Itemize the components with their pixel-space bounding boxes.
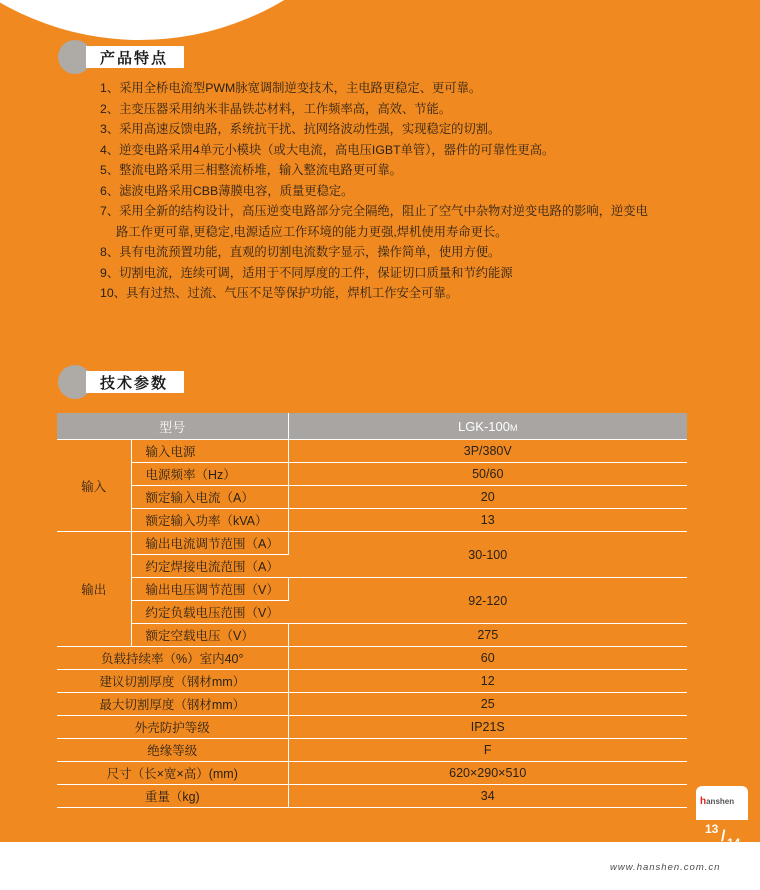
row-value: 34	[288, 785, 687, 808]
feature-item: 9、切割电流，连续可调，适用于不同厚度的工件，保证切口质量和节约能源	[100, 265, 513, 280]
feature-item: 1、采用全桥电流型PWM脉宽调制逆变技术，主电路更稳定、更可靠。	[100, 81, 482, 95]
row-value: 12	[288, 670, 687, 693]
feature-item: 6、滤波电路采用CBB薄膜电容，质量更稳定。	[100, 183, 354, 198]
row-label: 输出电压调节范围（V）	[131, 578, 288, 601]
page-separator: /	[721, 828, 726, 845]
row-label: 电源频率（Hz）	[131, 463, 288, 486]
model-label: 型号	[57, 413, 288, 440]
brand-h-icon: h	[700, 796, 707, 807]
table-row	[57, 509, 687, 532]
table-row	[57, 532, 687, 555]
row-label: 输出电流调节范围（A）	[131, 532, 288, 555]
row-value: 275	[288, 624, 687, 647]
table-row	[57, 647, 687, 670]
row-value: IP21S	[288, 716, 687, 739]
row-label: 负载持续率（%）室内40°	[57, 647, 288, 670]
row-label: 外壳防护等级	[57, 716, 288, 739]
row-label: 额定输入电流（A）	[131, 486, 288, 509]
row-value: 30-100	[288, 532, 687, 578]
model-suffix: M	[510, 422, 518, 433]
table-row	[57, 762, 687, 785]
spec-header-row	[57, 413, 687, 440]
row-value: 20	[288, 486, 687, 509]
row-value: 620×290×510	[288, 762, 687, 785]
feature-item: 3、采用高速反馈电路，系统抗干扰、抗网络波动性强，实现稳定的切割。	[100, 122, 501, 136]
table-row	[57, 463, 687, 486]
brand-name: anshen	[706, 797, 735, 806]
feature-item: 4、逆变电路采用4单元小模块（或大电流，高电压IGBT单管），器件的可靠性更高。	[100, 142, 555, 157]
features-heading	[58, 40, 168, 74]
table-row	[57, 578, 687, 601]
table-row	[57, 785, 687, 808]
page-current: 13	[705, 822, 719, 836]
row-value: F	[288, 739, 687, 762]
website-url: www.hanshen.com.cn	[610, 862, 721, 873]
table-row	[57, 716, 687, 739]
features-title: 产品特点	[100, 49, 169, 67]
table-row	[57, 440, 687, 463]
row-value: 3P/380V	[288, 440, 687, 463]
row-label: 约定焊接电流范围（A）	[131, 555, 288, 578]
table-row	[57, 486, 687, 509]
page-number	[703, 822, 747, 858]
row-label: 重量（kg)	[57, 785, 288, 808]
input-group-label: 输入	[57, 440, 131, 532]
feature-item: 7、采用全新的结构设计，高压逆变电路部分完全隔绝，阻止了空气中杂物对逆变电路的影响，逆变电	[100, 204, 648, 218]
spec-table	[57, 413, 687, 808]
feature-item: 2、主变压器采用纳米非晶铁芯材料，工作频率高，高效、节能。	[100, 101, 452, 116]
model-value	[288, 413, 687, 440]
page-total: 14	[727, 836, 741, 850]
row-label: 尺寸（长×宽×高）(mm)	[57, 762, 288, 785]
row-value: 13	[288, 509, 687, 532]
row-label: 额定空载电压（V）	[131, 624, 288, 647]
row-value: 60	[288, 647, 687, 670]
row-label: 约定负载电压范围（V）	[131, 601, 288, 624]
brand-logo	[696, 786, 748, 820]
table-row	[57, 670, 687, 693]
decorative-white-arc	[0, 0, 420, 40]
feature-item: 10、具有过热、过流、气压不足等保护功能，焊机工作安全可靠。	[100, 286, 458, 300]
row-label: 建议切割厚度（钢材mm）	[57, 670, 288, 693]
row-label: 额定输入功率（kVA）	[131, 509, 288, 532]
feature-list	[100, 78, 700, 304]
specs-title: 技术参数	[100, 374, 169, 392]
brand-wordmark	[700, 796, 734, 807]
specs-heading	[58, 365, 168, 399]
row-value: 25	[288, 693, 687, 716]
row-label: 绝缘等级	[57, 739, 288, 762]
feature-item-continued: 路工作更可靠,更稳定,电源适应工作环境的能力更强,焊机使用寿命更长。	[116, 224, 508, 239]
table-row	[57, 624, 687, 647]
model-number: LGK-100	[457, 418, 511, 434]
feature-item: 5、整流电路采用三相整流桥堆，输入整流电路更可靠。	[100, 163, 402, 177]
table-row	[57, 693, 687, 716]
row-value: 50/60	[288, 463, 687, 486]
row-value: 92-120	[288, 578, 687, 624]
output-group-label: 输出	[57, 532, 131, 647]
row-label: 输入电源	[131, 440, 288, 463]
row-label: 最大切割厚度（钢材mm）	[57, 693, 288, 716]
feature-item: 8、具有电流预置功能，直观的切割电流数字显示，操作简单，使用方便。	[100, 245, 501, 259]
table-row	[57, 739, 687, 762]
